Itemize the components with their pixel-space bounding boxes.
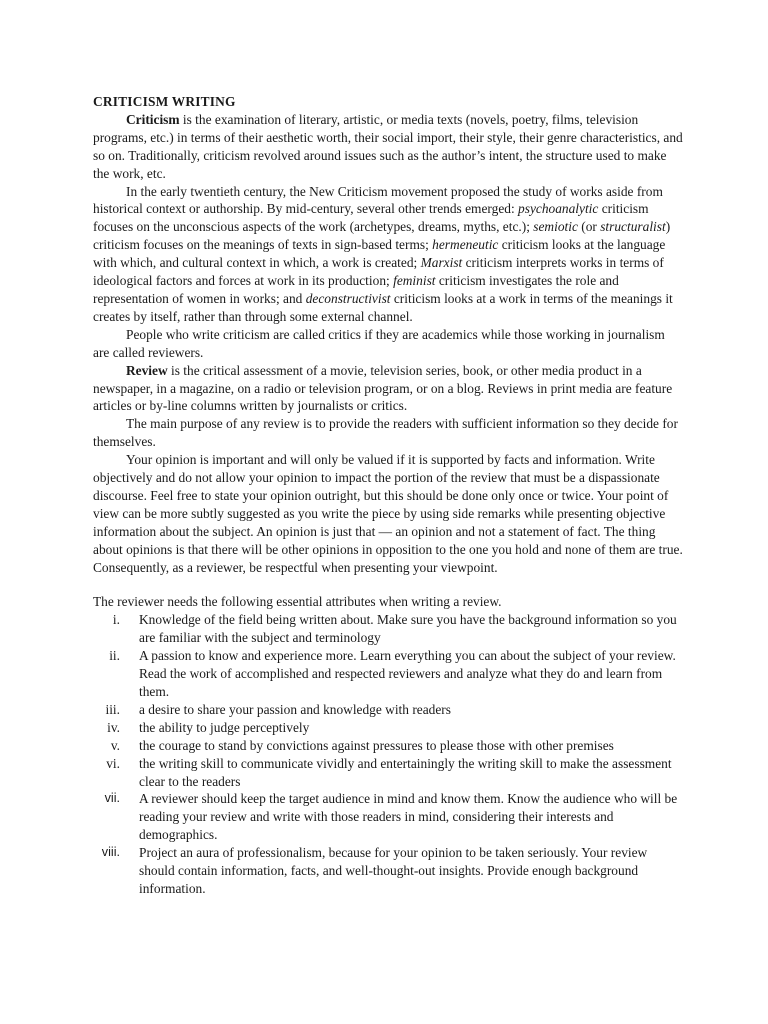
body-paragraph (93, 415, 683, 451)
paragraph-text: People who write criticism are called critics if they are academics while those working in journalism are called reviewers. (93, 326, 665, 360)
body-paragraph (93, 183, 683, 326)
term-italic: hermeneutic (432, 237, 499, 253)
list-item-text: A reviewer should keep the target audience in mind and know them. Know the audience who will be reading your review and write with those readers in mind, considering their interests and demographics. (139, 791, 678, 843)
list-item (93, 844, 683, 898)
list-item-number: iv. (107, 719, 120, 735)
term-italic: structuralist (600, 219, 666, 235)
list-item (93, 790, 683, 844)
list-item-number: v. (110, 737, 120, 753)
list-item-number: viii. (101, 845, 120, 860)
list-item-text: Project an aura of professionalism, because for your opinion to be taken seriously. Your review should contain information, facts, and well-thought-out insights. Provide enough background information. (139, 845, 648, 896)
list-intro: The reviewer needs the following essential attributes when writing a review. (93, 594, 502, 610)
body-paragraphs (93, 111, 683, 577)
list-item (93, 737, 683, 755)
paragraph-text: criticism focuses on the unconscious aspects of the work (archetypes, dreams, myths, etc.); (93, 201, 649, 235)
document-title: CRITICISM WRITING (93, 94, 236, 109)
list-item-text: a desire to share your passion and knowledge with readers (139, 701, 451, 717)
term-italic: Marxist (420, 255, 463, 271)
body-paragraph (93, 451, 683, 576)
list-item-number: i. (112, 612, 120, 628)
list-item (93, 647, 683, 701)
term-italic: deconstructivist (305, 290, 391, 306)
paragraph-gap (93, 576, 683, 593)
body-paragraph (93, 326, 683, 362)
term-italic: psychoanalytic (518, 201, 599, 217)
term-italic: semiotic (533, 219, 578, 235)
term-italic: feminist (393, 273, 436, 289)
list-item-number: vii. (104, 791, 120, 806)
list-item-number: vi. (106, 755, 120, 771)
document-page (93, 93, 683, 898)
list-item-text: A passion to know and experience more. Learn everything you can about the subject of your review. Read the work of accomplished and respected reviewers and analyze what they do and learn from them. (139, 648, 676, 699)
paragraph-text: is the critical assessment of a movie, television series, book, or other media product in a newspaper, in a magazine, on a radio or television program, or on a blog. Reviews in print media are feature articles or by-line columns written by journalists or critics. (93, 362, 673, 414)
body-paragraph (93, 362, 683, 416)
paragraph-text: The main purpose of any review is to provide the readers with sufficient information so they decide for themselves. (93, 416, 678, 450)
list-item (93, 755, 683, 791)
paragraph-text: (or (577, 219, 601, 235)
list-item-number: ii. (109, 648, 120, 664)
list-item-text: Knowledge of the field being written about. Make sure you have the background information so you are familiar with the subject and terminology (139, 612, 677, 646)
paragraph-text: criticism investigates the role and representation of women in works; and (93, 273, 619, 306)
body-paragraph (93, 111, 683, 183)
list-item-number: iii. (105, 701, 120, 717)
term-bold: Review (126, 362, 168, 378)
paragraph-text: Your opinion is important and will only be valued if it is supported by facts and information. Write objectively and do not allow your opinion to impact the portion of the review that must be a dispassionate discourse. Feel free to state your opinion outright, but this should be done only once or twice. Your point of view can be more subtly suggested as you write the piece by using side remarks while presenting objective information about the subject. An opinion is just that — an opinion and not a statement of fact. The thing about opinions is that there will be other opinions in opposition to the one you hold and none of them are true. Consequently, as a reviewer, be respectful when presenting your viewpoint. (93, 452, 683, 575)
list-item-text: the courage to stand by convictions against pressures to please those with other premises (139, 737, 614, 753)
list-item (93, 719, 683, 737)
paragraph-text: criticism looks at the language with which, and cultural context in which, a work is created; (93, 237, 666, 271)
attributes-list (93, 611, 683, 898)
paragraph-text: is the examination of literary, artistic, or media texts (novels, poetry, films, television programs, etc.) in terms of their aesthetic worth, their social import, their style, their genre characteristics, and so on. Traditionally, criticism revolved around issues such as the author’s intent, the structure used to make the work, etc. (93, 111, 683, 181)
list-item-text: the writing skill to communicate vividly and entertainingly the writing skill to make the assessment clear to the readers (139, 755, 672, 789)
list-item (93, 611, 683, 647)
paragraph-text: In the early twentieth century, the New Criticism movement proposed the study of works aside from historical context or authorship. By mid-century, several other trends emerged: (93, 183, 663, 217)
paragraph-text: criticism interprets works in terms of ideological factors and forces at work in its production; (93, 255, 664, 289)
list-item (93, 701, 683, 719)
paragraph-text: criticism looks at a work in terms of the meanings it creates by itself, rather than through some external channel. (93, 290, 673, 324)
paragraph-text: ) criticism focuses on the meanings of texts in sign-based terms; (93, 219, 671, 253)
term-bold: Criticism (126, 111, 180, 127)
list-item-text: the ability to judge perceptively (139, 719, 310, 735)
